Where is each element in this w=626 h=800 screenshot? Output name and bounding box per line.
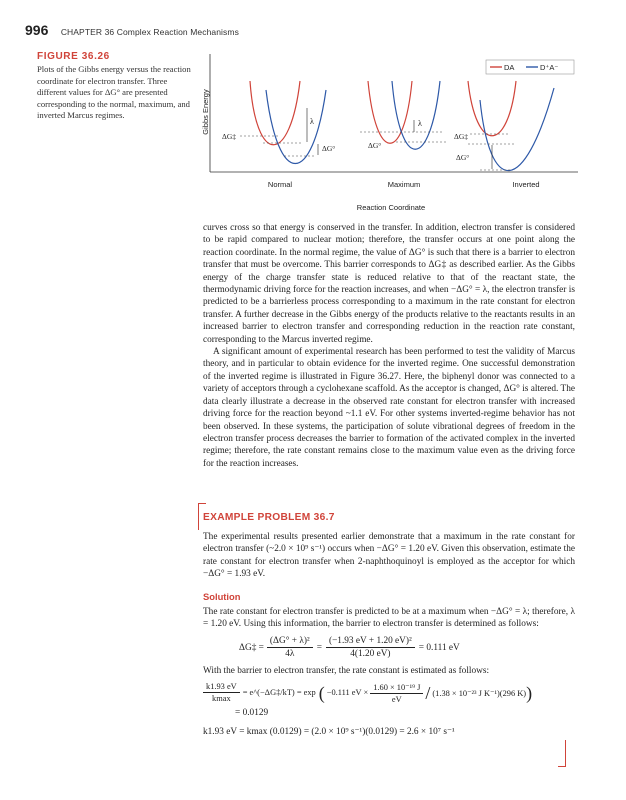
- eq2-close-paren: ): [526, 682, 533, 703]
- eq2-lhs-den: kmax: [212, 694, 231, 704]
- example-title: EXAMPLE PROBLEM 36.7: [203, 512, 335, 523]
- panel-normal: [222, 81, 335, 189]
- eq3-result: = 0.0129: [235, 707, 269, 718]
- lambda-label-maximum: λ: [418, 119, 422, 128]
- eq1-lhs: ΔG‡ =: [239, 642, 264, 653]
- equation-rate-ratio: [203, 682, 575, 704]
- figure-label: FIGURE 36.26: [37, 51, 110, 62]
- eq2-inner-den: eV: [391, 694, 402, 704]
- example-problem-text: The experimental results presented earlier demonstrate that a maximum in the rate constant for electron transfer (~2.0 × 10⁹ s⁻¹) occurs when −ΔG° = 1.20 eV. Given this observation, estimate the rate constant for electron transfer when 2-naphthoquinoyl is employed as the acceptor for which −ΔG° = 1.93 eV.: [203, 532, 575, 580]
- eq1-den2: 4(1.20 eV): [350, 649, 391, 660]
- figure-caption-text: Plots of the Gibbs energy versus the reaction coordinate for electron transfer. Three different values for ΔG° are presented corresponding to the normal, maximum, and inverted Marcus regimes.: [37, 64, 191, 121]
- dg0-label-normal: ΔG°: [322, 144, 336, 153]
- example-problem: [203, 512, 575, 737]
- dg-ts-label-inverted: ΔG‡: [454, 132, 468, 141]
- paragraph-1: curves cross so that energy is conserved in the transfer. In addition, electron transfer is considered to be rapid compared to nuclear motion; therefore, the transfer occurs at one point along the reaction coordinate. In the normal regime, the value of ΔG° is such that there is a barrier to electron transfer that must be overcome. This barrier corresponds to ΔG‡ as described earlier. As the Gibbs energy of the charge transfer state is reduced relative to that of the reactant state, the thermodynamic driving force for the reaction increases, and when −ΔG° = λ, the electron transfer is predicted to be a barrierless process corresponding to a maximum in the rate constant for electron transfer. A further decrease in the Gibbs energy of the products relative to the reactants results in an increased barrier to electron transfer and corresponding reduction in the reaction rate constant, corresponding to the Marcus inverted regime.: [203, 223, 575, 345]
- eq2-lhs-num: k1.93 eV: [203, 682, 240, 693]
- marcus-figure: [198, 48, 582, 218]
- dg0-label-inverted: ΔG°: [456, 153, 470, 162]
- eq1-num1: (ΔG° + λ)²: [267, 636, 313, 648]
- reactant-curve-maximum: [368, 81, 412, 143]
- reactant-curve-inverted: [468, 81, 516, 136]
- eq2-tail: (1.38 × 10⁻²³ J K⁻¹)(296 K): [432, 688, 527, 698]
- example-bracket-bottom: [558, 740, 566, 767]
- y-axis-label: Gibbs Energy: [201, 89, 210, 135]
- panel-label-maximum: Maximum: [387, 180, 421, 189]
- eq2-inner-num: 1.60 × 10⁻¹⁹ J: [370, 682, 423, 694]
- eq2-lhs-frac: [203, 682, 240, 703]
- bridge-text: With the barrier to electron transfer, the rate constant is estimated as follows:: [203, 666, 490, 677]
- product-curve-inverted: [480, 88, 554, 171]
- equation-barrier: [239, 636, 575, 659]
- eq1-equals: =: [316, 642, 322, 653]
- chapter-title: CHAPTER 36 Complex Reaction Mechanisms: [60, 27, 239, 37]
- product-curve-normal: [266, 90, 326, 164]
- solution-text: The rate constant for electron transfer is predicted to be at a maximum when −ΔG° = λ; therefore, λ = 1.20 eV. Using this information, the barrier to electron transfer is determined as follows:: [203, 606, 575, 630]
- figure-caption: [37, 51, 197, 122]
- body-text: [203, 222, 575, 470]
- paragraph-2: A significant amount of experimental research has been performed to test the validity of Marcus theory, and in particular to obtain evidence for the inverted regime. One successful demonstration of the inverted regime is illustrated in Figure 36.27. Here, the biphenyl donor was connected to a variety of acceptors through a cyclohexane scaffold. As the acceptor is changed, ΔG° is altered. The data clearly illustrate a decrease in the observed rate constant for electron transfer with increased driving force for the reaction beyond ~1.1 eV. For other systems inverted-regime behavior has not been observed. In these systems, the participation of solute vibrational degrees of freedom in the electron transfer process decreases the barrier to formation of the activated complex in the inverted regime; therefore, the rate constant remains close to the maximum value even as the driving force for the reaction increases.: [203, 347, 575, 469]
- solution-label: Solution: [203, 590, 241, 602]
- eq1-result: = 0.111 eV: [418, 642, 460, 653]
- dg0-label-maximum: ΔG°: [368, 141, 382, 150]
- page-header: [25, 22, 239, 40]
- legend: [486, 60, 574, 74]
- panel-label-normal: Normal: [267, 180, 293, 189]
- page-number: 996: [25, 22, 49, 38]
- x-axis-label: Reaction Coordinate: [356, 203, 426, 212]
- legend-entry-product: D⁺A⁻: [540, 63, 559, 72]
- eq2-slash: /: [425, 682, 431, 703]
- product-curve-maximum: [392, 81, 440, 149]
- panel-inverted: [454, 81, 554, 189]
- eq4-final: k1.93 eV = kmax (0.0129) = (2.0 × 10⁹ s⁻¹)(0.0129) = 2.6 × 10⁷ s⁻¹: [203, 726, 455, 737]
- legend-entry-reactant: DA: [504, 63, 515, 72]
- eq1-frac-symbolic: [267, 636, 313, 659]
- eq1-den1: 4λ: [285, 649, 295, 660]
- eq1-num2: (−1.93 eV + 1.20 eV)²: [326, 636, 415, 648]
- eq1-frac-numeric: [326, 636, 415, 659]
- dg-ts-label-normal: ΔG‡: [222, 132, 236, 141]
- lambda-label-normal: λ: [310, 117, 314, 126]
- panel-maximum: [360, 81, 446, 189]
- eq2-inner-frac: [370, 682, 423, 704]
- panel-label-inverted: Inverted: [512, 180, 540, 189]
- eq2-term: −0.111 eV ×: [326, 688, 369, 698]
- eq2-mid: = e^(−ΔG‡/kT) = exp: [242, 688, 316, 698]
- eq2-open-paren: (: [318, 682, 325, 703]
